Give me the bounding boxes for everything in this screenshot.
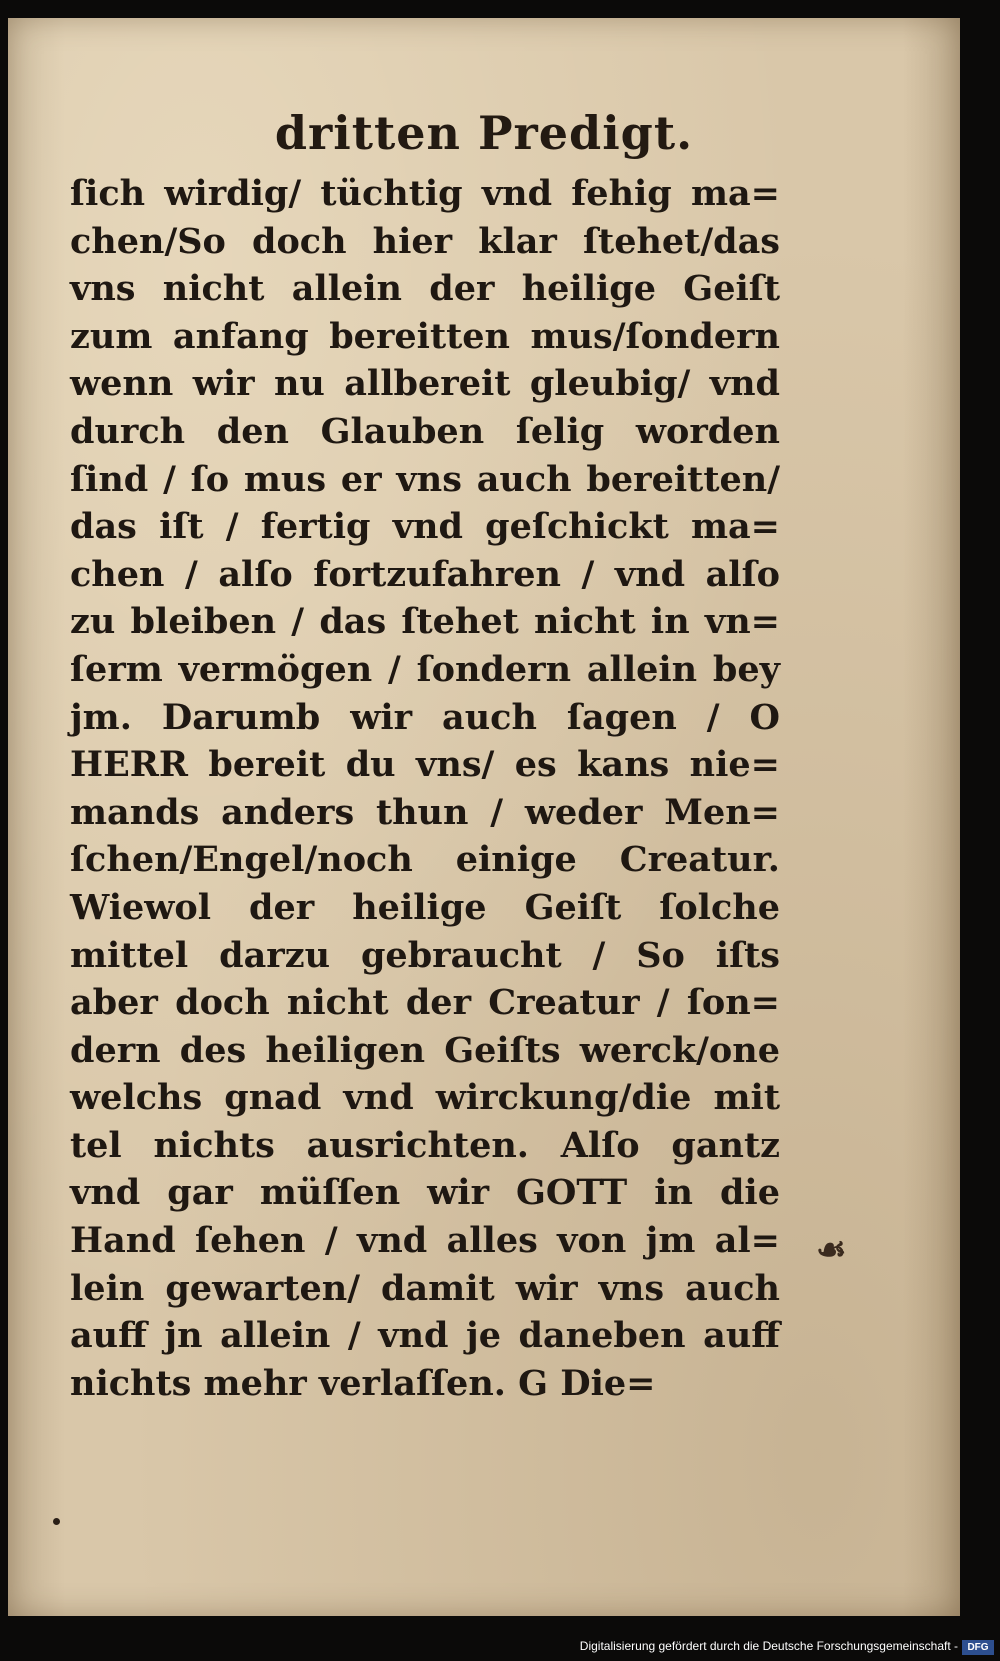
text-line: ſchen/Engel/noch einige Creatur. [70, 839, 780, 881]
text-line: chen / alſo fortzufahren / vnd alſo [70, 553, 780, 595]
margin-ornament: ☙ [816, 1230, 847, 1270]
text-line: das iſt / fertig vnd geſchickt ma= [70, 506, 780, 548]
text-line: vns nicht allein der heilige Geiſt [70, 268, 780, 310]
text-line: aber doch nicht der Creatur / ſon= [70, 982, 780, 1024]
book-page [8, 18, 960, 1616]
text-line: HERR bereit du vns/ es kans nie= [70, 744, 780, 786]
text-line: Hand ſehen / vnd alles von jm al= [70, 1220, 780, 1262]
text-line: nichts mehr verlaſſen. G Die= [70, 1362, 656, 1404]
text-line: welchs gnad vnd wirckung/die mit [70, 1077, 780, 1119]
text-line: ſerm vermögen / ſondern allein bey [70, 648, 780, 690]
text-line: ſich wirdig/ tüchtig vnd fehig ma= [70, 173, 780, 214]
text-line: ſind / ſo mus er vns auch bereitten/ [70, 458, 780, 500]
text-line: Wiewol der heilige Geiſt ſolche [70, 886, 780, 928]
text-line: zu bleiben / das ſtehet nicht in vn= [70, 601, 780, 643]
text-line: chen/So doch hier klar ſtehet/das [70, 220, 780, 262]
text-line: vnd gar müſſen wir GOTT in die [70, 1172, 780, 1214]
text-line: lein gewarten/ damit wir vns auch [70, 1267, 780, 1309]
text-line: zum anfang bereitten mus/ſondern [70, 315, 780, 357]
text-line: durch den Glauben ſelig worden [70, 410, 780, 452]
body-text [70, 170, 780, 1407]
running-header: dritten Predigt. [274, 106, 694, 160]
footer-bar [0, 1616, 1000, 1661]
funding-credit: Digitalisierung gefördert durch die Deutsche Forschungsgemeinschaft - [579, 1639, 958, 1653]
text-line: wenn wir nu allbereit gleubig/ vnd [70, 363, 780, 405]
text-line: jm. Darumb wir auch ſagen / O [70, 696, 780, 738]
text-line: auff jn allein / vnd je daneben auff [70, 1315, 780, 1357]
dfg-logo: DFG [962, 1640, 994, 1655]
text-line: mands anders thun / weder Men= [70, 791, 780, 833]
text-line: tel nichts ausrichten. Alſo gantz [70, 1124, 780, 1166]
text-line: mittel darzu gebraucht / So iſts [70, 934, 780, 976]
text-line: dern des heiligen Geiſts werck/one [70, 1029, 780, 1071]
ink-spot [53, 1518, 60, 1525]
